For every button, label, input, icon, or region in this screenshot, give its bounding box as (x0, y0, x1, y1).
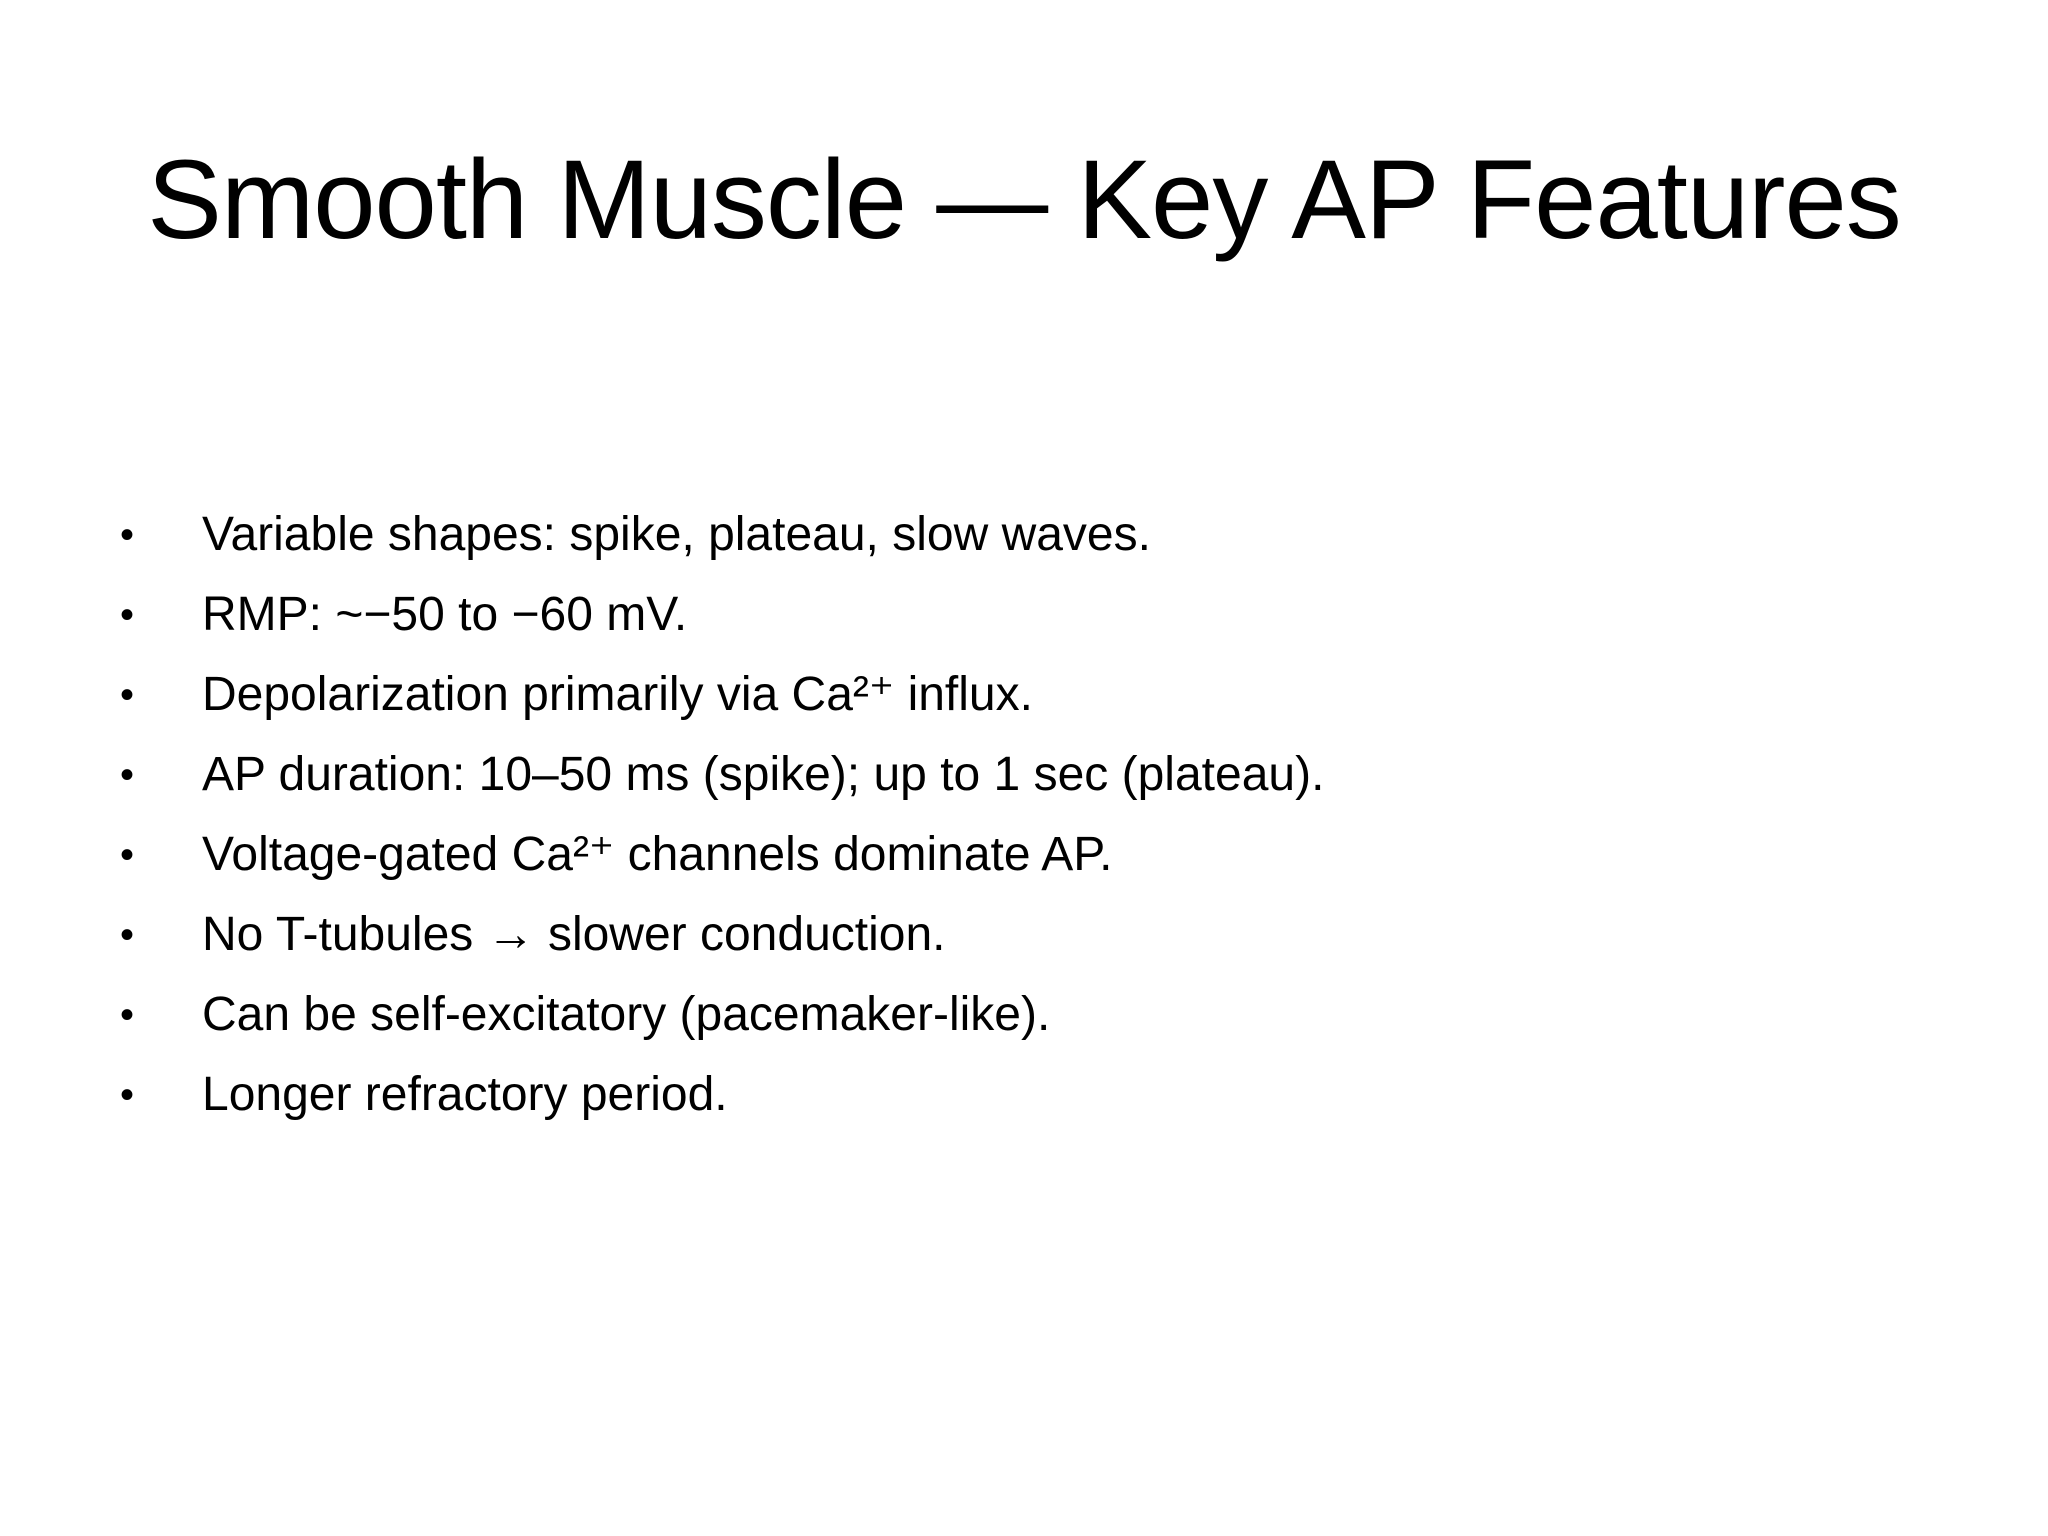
bullet-icon: • (120, 673, 135, 717)
bullet-text: Can be self-excitatory (pacemaker-like). (202, 988, 1051, 1041)
bullet-text: Longer refractory period. (202, 1068, 728, 1121)
list-item (120, 895, 1940, 975)
bullet-icon: • (120, 593, 135, 637)
bullet-text: Depolarization primarily via Ca²⁺ influx. (202, 668, 1033, 721)
bullet-icon: • (120, 913, 135, 957)
slide-title: Smooth Muscle — Key AP Features (147, 137, 1901, 262)
bullet-text: Variable shapes: spike, plateau, slow waves. (202, 508, 1151, 561)
list-item (120, 1055, 1940, 1135)
bullet-text: No T-tubules → slower conduction. (202, 908, 946, 961)
list-item (120, 975, 1940, 1055)
bullet-text: AP duration: 10–50 ms (spike); up to 1 sec (plateau). (202, 748, 1325, 801)
list-item (120, 495, 1940, 575)
bullet-icon: • (120, 993, 135, 1037)
list-item (120, 575, 1940, 655)
bullet-icon: • (120, 1073, 135, 1117)
list-item (120, 735, 1940, 815)
list-item (120, 815, 1940, 895)
bullet-icon: • (120, 833, 135, 877)
bullet-text: Voltage-gated Ca²⁺ channels dominate AP. (202, 828, 1113, 881)
bullet-text: RMP: ~−50 to −60 mV. (202, 588, 688, 641)
bullet-list (120, 495, 1940, 1135)
list-item (120, 655, 1940, 735)
bullet-icon: • (120, 513, 135, 557)
bullet-icon: • (120, 753, 135, 797)
